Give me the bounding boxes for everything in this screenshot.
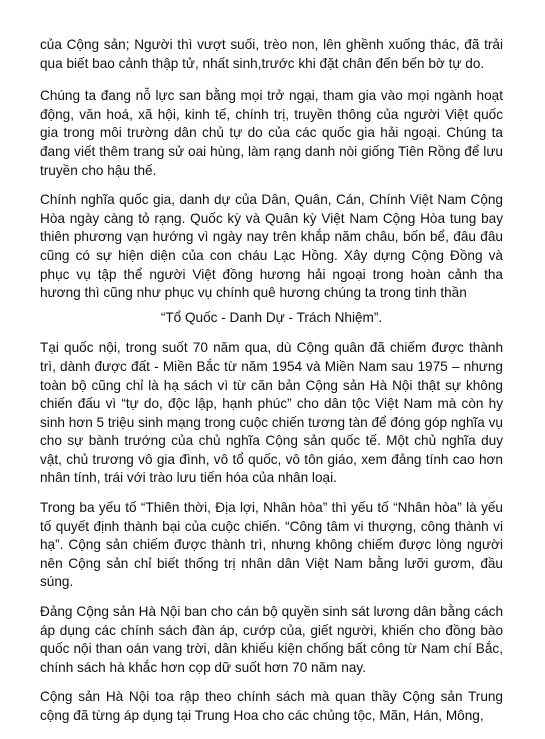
paragraph-party-cadres: Đảng Cộng sản Hà Nội ban cho cán bộ quyền sinh sát lương dân bằng cách áp dụng các chính sách đàn áp, cướp của, giết người, khiến cho đồng bào quốc nội than oán vang trời, dân khiếu kiện chống bất công từ Nam chí Bắc, chính sách hà khắc hơn cọp dữ suốt hơn 70 năm nay. [40, 604, 503, 675]
paragraph-overseas-efforts: Chúng ta đang nỗ lực san bằng mọi trở ngại, tham gia vào mọi ngành hoạt động, văn hoá, xã hội, kinh tế, chính trị, truyền thông của người Việt quốc gia trong môi trường dân chủ tự do của các quốc gia hải ngoại. Chúng ta đang viết thêm trang sử oai hùng, làm rạng danh nòi giống Tiên Rồng để lưu truyền cho hậu thế. [40, 88, 503, 178]
motto: “Tổ Quốc - Danh Dự - Trách Nhiệm”. [160, 309, 383, 325]
paragraph-three-factors: Trong ba yếu tố “Thiên thời, Địa lợi, Nhân hòa” thì yếu tố “Nhân hòa” là yếu tố quyết định thành bại của cuộc chiến. “Công tâm vi thượng, công thành vi hạ”. Cộng sản chiếm được thành trì, nhưng không chiếm được lòng người nên Cộng sản chỉ biết thống trị nhân dân Việt Nam bằng lưỡi gươm, đầu súng. [40, 500, 503, 590]
paragraph-china-policy: Cộng sản Hà Nội toa rập theo chính sách mà quan thầy Cộng sản Trung cộng đã từng áp dụng tại Trung Hoa cho các chủng tộc, Mãn, Hán, Mông, [40, 689, 503, 723]
paragraph-national-cause: Chính nghĩa quốc gia, danh dự của Dân, Quân, Cán, Chính Việt Nam Cộng Hòa ngày càng tỏ rạng. Quốc kỳ và Quân kỳ Việt Nam Cộng Hòa tung bay thiên phương vạn hướng vì ngày nay trên khắp năm châu, bốn bể, đâu đâu cũng có sự hiện diện của con cháu Lạc Hồng. Xây dựng Cộng Đồng và phục vụ tập thể người Việt đồng hương hải ngoại trong hoàn cảnh tha hương thì cũng như phục vụ chính quê hương chúng ta trong tinh thần [40, 192, 503, 301]
paragraph-domestic: Tại quốc nội, trong suốt 70 năm qua, dù Cộng quân đã chiếm được thành trì, dành được đất - Miền Bắc từ năm 1954 và Miền Nam sau 1975 – nhưng toàn bộ cũng chỉ là hạ sách vì từ căn bản Cộng sản Hà Nội thật sự không chiến đấu vì “tự do, độc lập, hạnh phúc” cho dân tộc Việt Nam mà còn hy sinh hơn 5 triệu sinh mạng trong cuộc chiến tương tàn để đóng góp nghĩa vụ cho sự bành trướng của chủ nghĩa Cộng sản quốc tế. Một chủ nghĩa duy vật, chủ trương vô gia đình, vô tổ quốc, vô tôn giáo, xem đảng tính cao hơn nhân tính, trái với trào lưu tiến hóa của nhân loại. [40, 340, 503, 486]
paragraph-escape: của Cộng sản; Người thì vượt suối, trèo non, lên ghềnh xuống thác, đã trải qua biết bao cảnh thập tử, nhất sinh,trước khi đặt chân đến bến bờ tự do. [40, 37, 503, 71]
